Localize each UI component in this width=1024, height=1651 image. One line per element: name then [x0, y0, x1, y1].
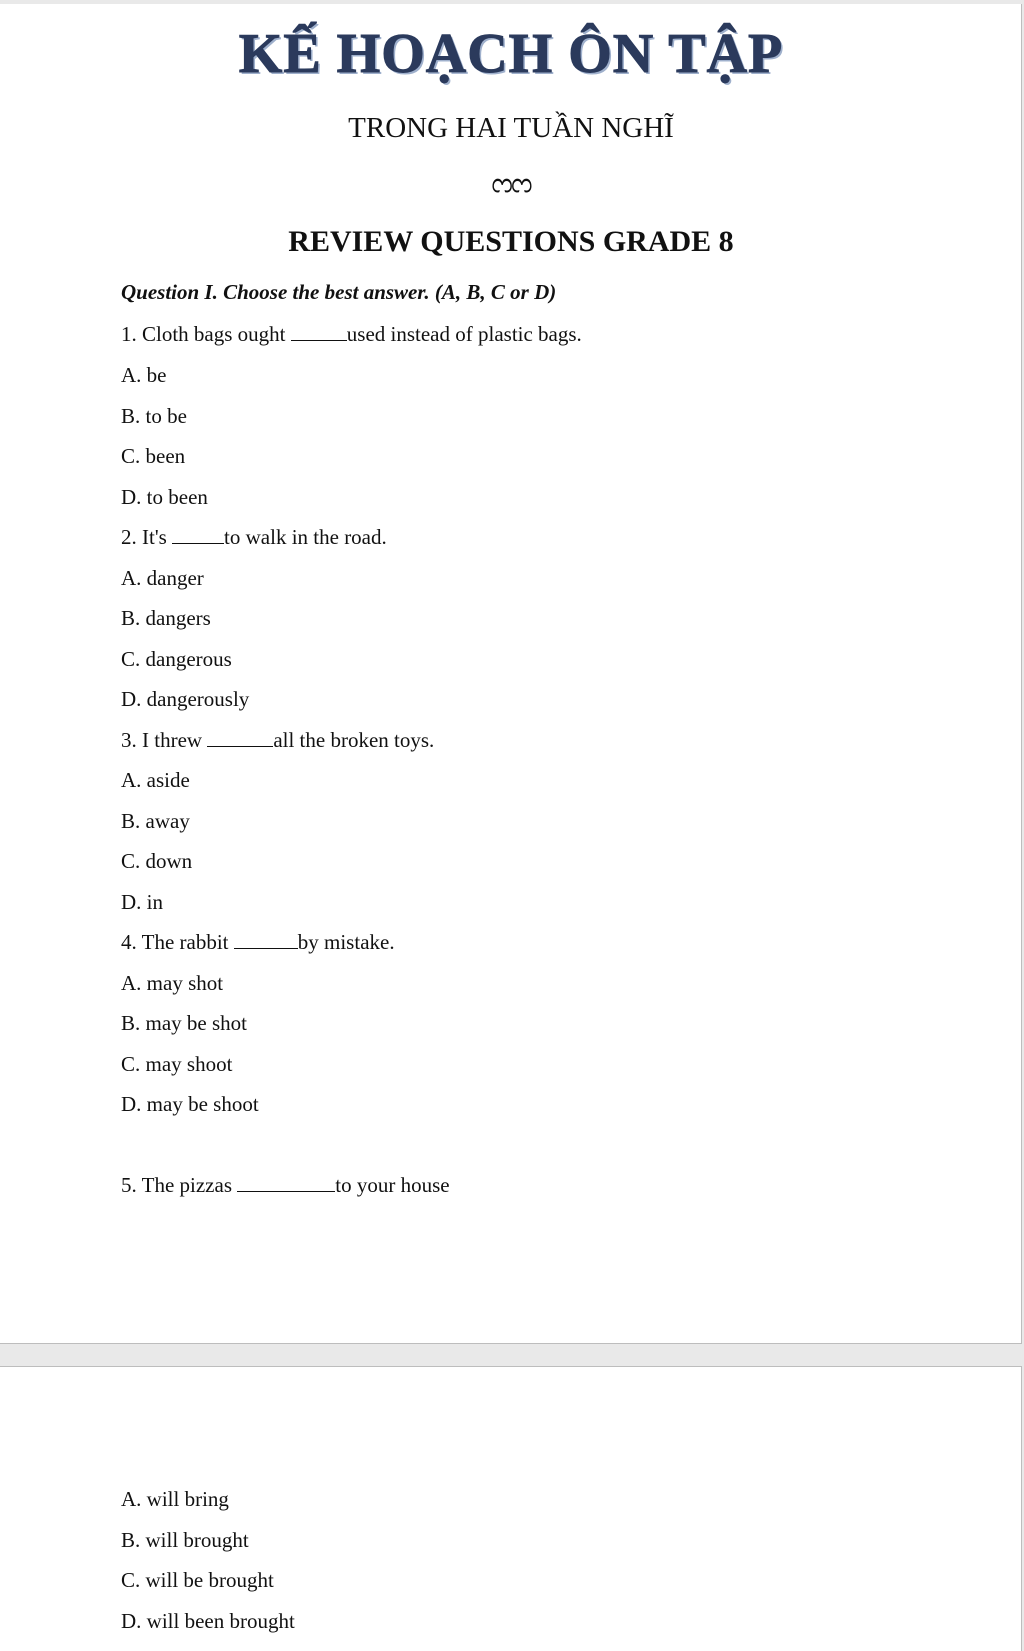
- answer-blank: [207, 728, 273, 747]
- question-stem: 5. The pizzas to your house: [121, 1173, 450, 1197]
- question-stem: 3. I threw all the broken toys.: [121, 728, 435, 752]
- option-line: D. will been brought: [121, 1609, 295, 1633]
- option-line: A. will bring: [121, 1487, 229, 1511]
- answer-blank: [237, 1173, 335, 1192]
- answer-blank: [172, 525, 224, 544]
- option-line: C. dangerous: [121, 647, 232, 671]
- option-line: A. be: [121, 363, 167, 387]
- question-stem: 1. Cloth bags ought used instead of plastic bags.: [121, 322, 582, 346]
- answer-blank: [234, 930, 298, 949]
- document-subtitle: TRONG HAI TUẦN NGHĨ: [348, 112, 674, 144]
- option-line: D. may be shoot: [121, 1092, 259, 1116]
- option-line: C. will be brought: [121, 1568, 274, 1592]
- option-line: B. will brought: [121, 1528, 249, 1552]
- option-line: B. away: [121, 809, 190, 833]
- option-line: A. aside: [121, 768, 190, 792]
- ornament-divider: ᦂᦂ: [491, 168, 531, 199]
- option-line: B. to be: [121, 404, 187, 428]
- option-line: A. danger: [121, 566, 204, 590]
- option-line: C. down: [121, 849, 193, 873]
- option-line: D. to been: [121, 485, 208, 509]
- document-title: KẾ HOẠCH ÔN TẬP: [238, 23, 784, 85]
- answer-blank: [291, 322, 347, 341]
- option-line: B. dangers: [121, 606, 211, 630]
- document-page-2: [0, 1366, 1022, 1651]
- option-line: B. may be shot: [121, 1011, 247, 1035]
- question-instruction: Question I. Choose the best answer. (A, B, C or D): [121, 280, 557, 304]
- option-line: D. dangerously: [121, 687, 250, 711]
- question-stem: 2. It's to walk in the road.: [121, 525, 387, 549]
- section-heading: REVIEW QUESTIONS GRADE 8: [288, 225, 734, 258]
- option-line: C. been: [121, 444, 186, 468]
- option-line: C. may shoot: [121, 1052, 233, 1076]
- option-line: A. may shot: [121, 971, 224, 995]
- document-page-1: [0, 4, 1022, 1344]
- option-line: D. in: [121, 890, 163, 914]
- question-stem: 4. The rabbit by mistake.: [121, 930, 395, 954]
